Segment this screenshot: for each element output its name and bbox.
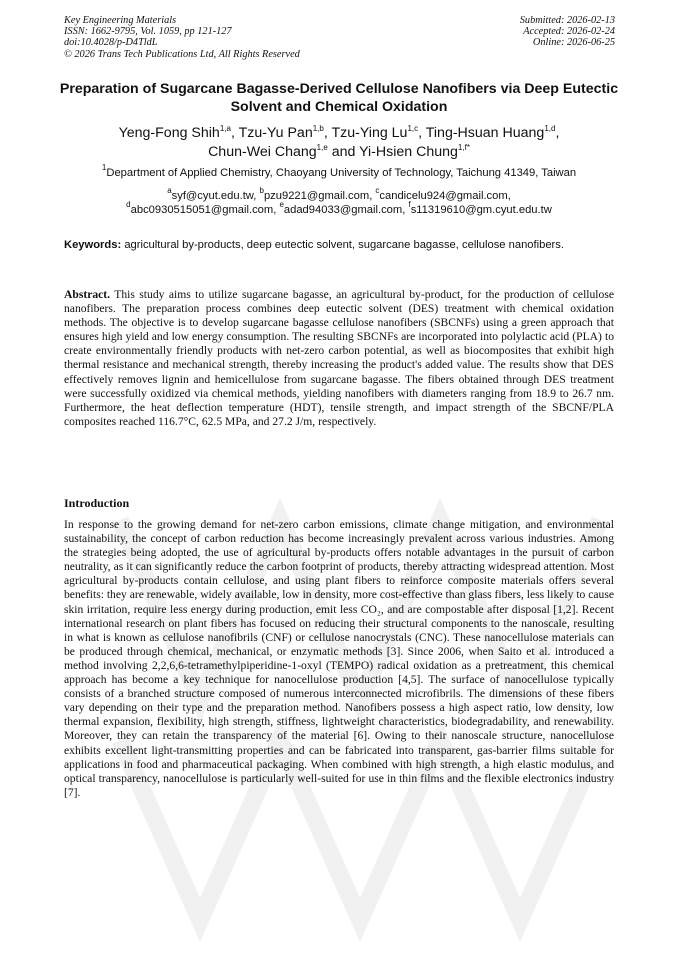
email-address[interactable]: candicelu924@gmail.com bbox=[379, 190, 508, 202]
keywords bbox=[64, 239, 614, 253]
author-affiliation-marker: 1,f* bbox=[457, 142, 470, 152]
introduction-paragraph: In response to the growing demand for net-zero carbon emissions, climate change mitigation, and environmental sustainability, the concept of carbon reduction has become increasingly prevalent across various industries. Among the strategies being adopted, the use of agricultural by-products offers notable advantages in the pursuit of carbon neutrality, as it can significantly reduce the carbon footprint of products, thereby attracting widespread attention. Most agricultural by-products contain cellulose, and using plant fibers to reinforce composite materials offers several benefits: they are renewable, widely available, low in density, more cost-effective than glass fibers, less likely to cause skin irritation, require less energy during production, emit less CO₂, and are compostable after disposal [1,2]. Recent international research on plant fibers has focused on reducing their structural components to the nanoscale, resulting in what is known as cellulose nanofibrils (CNF) or cellulose nanocrystals (CNC). These nanocellulose materials can be produced through chemical, mechanical, or enzymatic methods [3]. Since 2006, when Saito et al. introduced a method involving 2,2,6,6-tetramethylpiperidine-1-oxyl (TEMPO) radical oxidation as a pretreatment, this chemical approach has become a key technique for nanocellulose production [4,5]. The surface of nanocellulose typically consists of a branched structure composed of numerous interconnected microfibrils. The dimensions of these fibers vary depending on their type and the preparation method. Nanofibers possess a high aspect ratio, low density, low thermal expansion, flexibility, high strength, stiffness, lightweight characteristics, biodegradability, and renewability. Moreover, they can retain the transparency of the material [6]. Owing to their nanoscale structure, nanocellulose exhibits excellent light-transmitting properties and can be fabricated into transparent, gas-barrier films suitable for applications in food and pharmaceutical packaging. When combined with high strength, a high elastic modulus, and optical transparency, nanocellulose is particularly well-suited for use in thin films and the flexible electronics industry [7]. bbox=[64, 518, 614, 799]
email-marker: a bbox=[167, 186, 172, 195]
journal-issn: ISSN: 1662-9795, Vol. 1059, pp 121-127 bbox=[64, 26, 232, 38]
email-address[interactable]: s11319610@gm.cyut.edu.tw bbox=[410, 204, 552, 216]
email-marker: f bbox=[408, 200, 411, 209]
abstract bbox=[64, 288, 614, 429]
introduction-body bbox=[64, 518, 614, 800]
affiliation bbox=[40, 163, 638, 180]
author-affiliation-marker: 1,a bbox=[219, 124, 231, 133]
author-name-text: Tzu-Yu Pan bbox=[238, 125, 313, 141]
email-address[interactable]: pzu9221@gmail.com bbox=[263, 190, 370, 202]
author-emails: $^a$syf@cyut.edu.tw, $^b$pzu9221@gmail.com, $^c$candicelu924@gmail.com, $^d$abc0930515051@gmail.com, $^e$adad94033@gmail.com, $^f$s11319610@gm.cyut.edu.tw bbox=[126, 186, 552, 216]
email-address[interactable]: abc0930515051@gmail.com bbox=[130, 204, 274, 216]
author-name-text: Ting-Hsuan Huang bbox=[425, 125, 545, 141]
article-doi[interactable]: doi:10.4028/p-D4TldL bbox=[64, 37, 158, 49]
author-name bbox=[208, 144, 328, 160]
author-name bbox=[119, 125, 231, 141]
abstract-text: This study aims to utilize sugarcane bagasse, an agricultural by-product, for the production of cellulose nanofibers. The preparation process combines deep eutectic solvent (DES) treatment with chemical oxidation methods. The objective is to develop sugarcane bagasse cellulose nanofibers (SBCNFs) using a green approach that ensures high yield and low energy consumption. The resulting SBCNFs are incorporated into polylactic acid (PLA) to create environmentally friendly products with net-zero carbon potential, as well as biocomposites that exhibit high thermal resistance and mechanical strength, thereby increasing the product's added value. The results show that DES effectively removes lignin and hemicellulose from sugarcane bagasse. The fibers obtained through DES treatment were successfully oxidized via chemical methods, yielding nanofibers with diameters ranging from 18.9 to 26.7 nm. Furthermore, the heat deflection temperature (HDT), tensile strength, and impact strength of the SBCNF/PLA composites reached 116.7°C, 62.5 MPa, and 27.2 J/m, respectively. bbox=[64, 288, 614, 428]
introduction-heading: Introduction bbox=[64, 496, 130, 510]
keywords-text: agricultural by-products, deep eutectic solvent, sugarcane bagasse, cellulose nanofibers. bbox=[124, 239, 564, 251]
affiliation-marker: 1 bbox=[101, 163, 107, 172]
author-name bbox=[239, 125, 324, 141]
journal-name: Key Engineering Materials bbox=[64, 15, 177, 26]
email-marker: d bbox=[126, 200, 131, 209]
keywords-label: Keywords: bbox=[64, 239, 122, 251]
author-email[interactable] bbox=[126, 200, 274, 216]
author-email[interactable] bbox=[279, 200, 403, 216]
author-email[interactable] bbox=[375, 186, 508, 202]
paper-title: Preparation of Sugarcane Bagasse-Derived Cellulose Nanofibers via Deep Eutectic Solvent and Chemical Oxidation bbox=[59, 81, 619, 115]
author-name-text: Yeng-Fong Shih bbox=[118, 125, 220, 141]
author-email[interactable] bbox=[259, 186, 370, 202]
accepted-date: Accepted: 2026-02-24 bbox=[523, 26, 615, 38]
email-marker: e bbox=[279, 200, 284, 209]
email-marker: c bbox=[375, 186, 380, 195]
author-affiliation-marker: 1,b bbox=[312, 124, 324, 133]
affiliation-text: Department of Applied Chemistry, Chaoyang University of Technology, Taichung 41349, Taiwan bbox=[106, 167, 577, 179]
publication-dates bbox=[520, 15, 615, 49]
journal-info bbox=[64, 15, 300, 60]
email-address[interactable]: adad94033@gmail.com bbox=[283, 204, 403, 216]
online-date: Online: 2026-06-25 bbox=[532, 37, 615, 49]
author-affiliation-marker: 1,e bbox=[316, 142, 328, 152]
author-list: Yeng-Fong Shih$^{1,a}$, Tzu-Yu Pan$^{1,b}$, Tzu-Ying Lu$^{1,c}$, Ting-Hsuan Huang$^{1,d}$, Chun-Wei Chang$^{1,e}$ and Yi-Hsien Chung$^{1,f*}$ bbox=[118, 124, 560, 160]
copyright-notice: © 2026 Trans Tech Publications Ltd, All Rights Reserved bbox=[64, 48, 300, 60]
author-name-text: Chun-Wei Chang bbox=[208, 143, 317, 160]
author-name bbox=[359, 144, 470, 160]
author-name-text: Yi-Hsien Chung bbox=[359, 143, 458, 160]
abstract-label: Abstract. bbox=[64, 288, 111, 301]
email-address[interactable]: syf@cyut.edu.tw bbox=[171, 190, 254, 202]
author-name bbox=[331, 125, 418, 141]
author-affiliation-marker: 1,d bbox=[544, 124, 556, 133]
author-name bbox=[426, 125, 556, 141]
author-affiliation-marker: 1,c bbox=[407, 124, 419, 133]
author-email[interactable] bbox=[167, 186, 254, 202]
author-email[interactable] bbox=[408, 200, 552, 216]
email-marker: b bbox=[259, 186, 264, 195]
submitted-date: Submitted: 2026-02-13 bbox=[519, 15, 615, 26]
author-name-text: Tzu-Ying Lu bbox=[331, 125, 408, 141]
